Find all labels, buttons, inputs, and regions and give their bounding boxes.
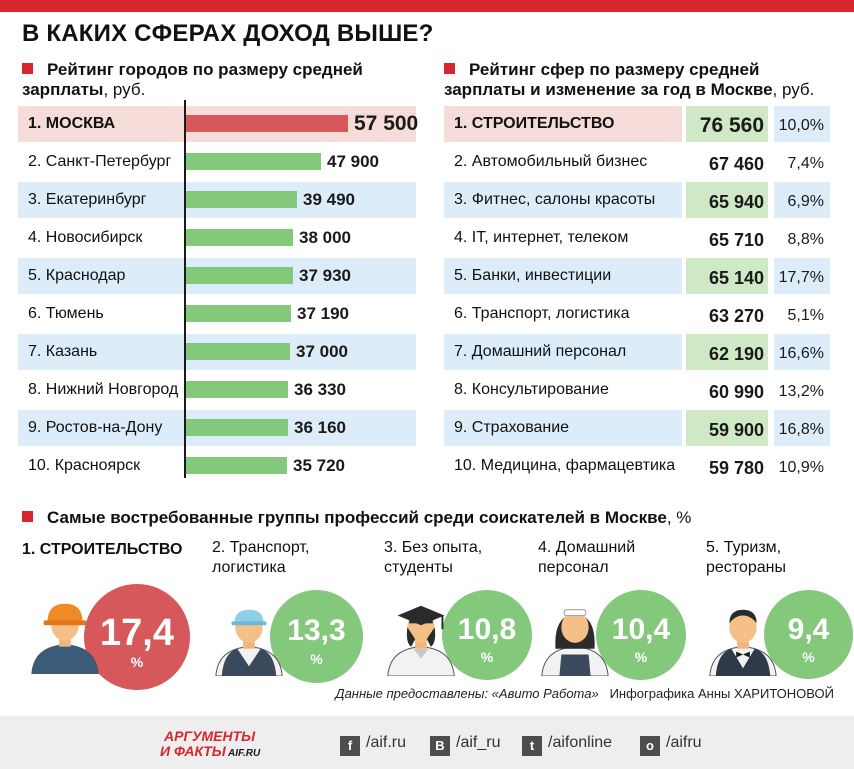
sectors-heading-bold: Рейтинг сфер по размеру средней зарплаты и изменение за год в Москве [444,60,773,99]
city-row [18,448,416,484]
sector-name: 4. IT, интернет, телеком [454,229,629,246]
sector-name: 7. Домашний персонал [454,343,627,360]
city-bar [186,419,288,436]
person-head [561,612,588,643]
footer [0,716,854,769]
percent-value: 17,4 [100,612,174,654]
sector-name: 10. Медицина, фармацевтика [454,457,676,474]
city-name: 5. Краснодар [28,267,126,284]
profession-label: 4. Домашний [538,539,636,556]
social-link[interactable] [522,734,612,756]
city-name: 1. МОСКВА [28,115,116,132]
sector-name: 9. Страхование [454,419,570,436]
facebook-icon: f [340,736,360,756]
sector-change: 16,6% [774,334,830,370]
percent-unit: % [310,651,323,667]
sector-row [444,144,830,180]
city-value-label: 37 190 [297,304,349,323]
city-bar [186,343,290,360]
cap-brim [231,621,266,625]
sector-change: 5,1% [787,307,824,324]
city-row [18,372,416,408]
profession-label: 3. Без опыта, [384,539,483,556]
profession-label-line2: логистика [212,559,286,576]
cap [234,610,263,624]
percent-unit: % [480,649,494,665]
person-body [32,645,98,674]
credits-source: Данные предоставлены: «Авито Работа» [335,686,599,701]
sector-name: 5. Банки, инвестиции [454,267,612,284]
sector-salary: 59 900 [686,410,768,446]
social-handle: /aif.ru [366,734,407,751]
credits [335,686,834,701]
city-bar [186,305,291,322]
sector-salary: 60 990 [708,382,764,402]
builder-icon [26,596,104,674]
city-name: 9. Ростов-на-Дону [28,419,163,436]
city-bar [186,457,287,474]
city-bar [186,115,348,132]
sector-row [444,334,830,370]
sector-row [444,182,830,218]
page-title: В КАКИХ СФЕРАХ ДОХОД ВЫШЕ? [22,20,434,47]
sector-row [444,372,830,408]
aif-logo[interactable] [160,728,300,758]
chart-axis-line [184,100,186,478]
sector-change: 16,8% [774,410,830,446]
city-value-label: 35 720 [293,456,345,475]
percent-value: 10,8 [457,613,517,646]
driver-icon [210,598,288,676]
sector-change: 13,2% [778,383,824,400]
city-row [18,106,419,142]
professions-heading-unit: , % [666,508,692,527]
city-row [18,144,416,180]
sector-change: 10,0% [774,106,830,142]
person-apron [559,655,590,676]
sector-row [444,410,830,446]
cap-band [564,610,585,616]
profession-label-line2: рестораны [706,559,786,576]
sector-name: 1. СТРОИТЕЛЬСТВО [454,115,615,132]
sectors-table [444,106,830,486]
city-value-label: 37 930 [299,266,351,285]
sector-salary: 76 560 [686,106,768,142]
sector-salary: 59 780 [708,458,764,478]
professions-heading [22,508,842,528]
sector-row [444,296,830,332]
mortarboard-band [409,618,432,624]
profession-label-line2: персонал [538,559,609,576]
sector-name: 3. Фитнес, салоны красоты [454,191,656,208]
sector-salary: 63 270 [708,306,764,326]
logo-site: AIF.RU [228,748,261,758]
credits-author: Инфографика Анны ХАРИТОНОВОЙ [609,686,834,701]
sector-change: 6,9% [774,182,830,218]
cities-heading-bold: Рейтинг городов по размеру средней зарплаты [22,60,363,99]
percent-unit: % [634,649,648,665]
vk-icon: В [430,736,450,756]
sector-name: 6. Транспорт, логистика [454,305,630,322]
city-value-label: 39 490 [303,190,355,209]
social-handle: /aifru [666,734,702,751]
social-handle: /aifonline [548,734,613,751]
city-row [18,258,416,294]
social-link[interactable] [340,734,406,756]
city-value-label: 36 160 [294,418,346,437]
percent-unit: % [130,654,144,670]
top-red-bar [0,0,854,12]
social-handle: /aif_ru [456,734,501,751]
student-icon [382,598,460,676]
city-bar [186,267,293,284]
city-value-label: 38 000 [299,228,351,247]
sector-row [444,448,830,484]
sector-name: 2. Автомобильный бизнес [454,153,648,170]
city-bar [186,381,288,398]
sector-salary: 62 190 [686,334,768,370]
sector-change: 10,9% [778,459,824,476]
helmet [47,604,82,623]
social-link[interactable] [430,734,500,756]
city-value-label: 37 000 [296,342,348,361]
social-link[interactable] [640,734,702,756]
sector-change: 7,4% [787,155,824,172]
housekeeper-icon [536,598,614,676]
city-name: 8. Нижний Новгород [28,381,179,398]
profession-label-line2: студенты [384,559,453,576]
city-row [18,220,416,256]
percent-value: 9,4 [787,613,830,646]
city-name: 7. Казань [28,343,98,360]
helmet-brim [44,620,87,625]
sectors-heading [444,60,839,100]
sector-change: 17,7% [774,258,830,294]
percent-unit: % [802,649,815,665]
ok-icon: о [640,736,660,756]
city-name: 4. Новосибирск [28,229,143,246]
red-square-icon [22,63,33,74]
sector-row [444,220,830,256]
city-row [18,296,416,332]
cities-heading [22,60,402,100]
profession-label: 1. СТРОИТЕЛЬСТВО [22,541,183,558]
city-name: 6. Тюмень [28,305,104,322]
city-value-label: 47 900 [327,152,379,171]
city-bar [186,153,321,170]
red-square-icon [22,511,33,522]
city-row [18,410,416,446]
logo-line2: И ФАКТЫ [160,743,226,758]
city-row [18,334,416,370]
waiter-icon [704,598,782,676]
city-row [18,182,416,218]
percent-value: 13,3 [287,614,346,647]
cities-heading-unit: , руб. [103,80,146,99]
sector-salary: 65 710 [708,230,764,250]
city-name: 10. Красноярск [28,457,141,474]
sector-salary: 65 140 [686,258,768,294]
logo-line1: АРГУМЕНТЫ [164,728,256,744]
sector-row [444,106,830,142]
profession-label: 5. Туризм, [706,539,782,556]
professions-heading-bold: Самые востребованные группы профессий среди соискателей в Москве [47,508,667,527]
sector-salary: 67 460 [708,154,764,174]
percent-value: 10,4 [611,613,671,646]
red-square-icon [444,63,455,74]
cities-bar-chart [18,106,419,486]
city-name: 2. Санкт-Петербург [28,153,172,170]
sector-salary: 65 940 [686,182,768,218]
city-bar [186,229,293,246]
city-value-label: 57 500 [354,112,419,135]
city-value-label: 36 330 [294,380,346,399]
sectors-heading-unit: , руб. [772,80,815,99]
profession-label: 2. Транспорт, [212,539,310,556]
sector-name: 8. Консультирование [454,381,609,398]
city-bar [186,191,297,208]
sector-row [444,258,830,294]
twitter-icon: t [522,736,542,756]
city-name: 3. Екатеринбург [28,191,147,208]
sector-change: 8,8% [787,231,824,248]
